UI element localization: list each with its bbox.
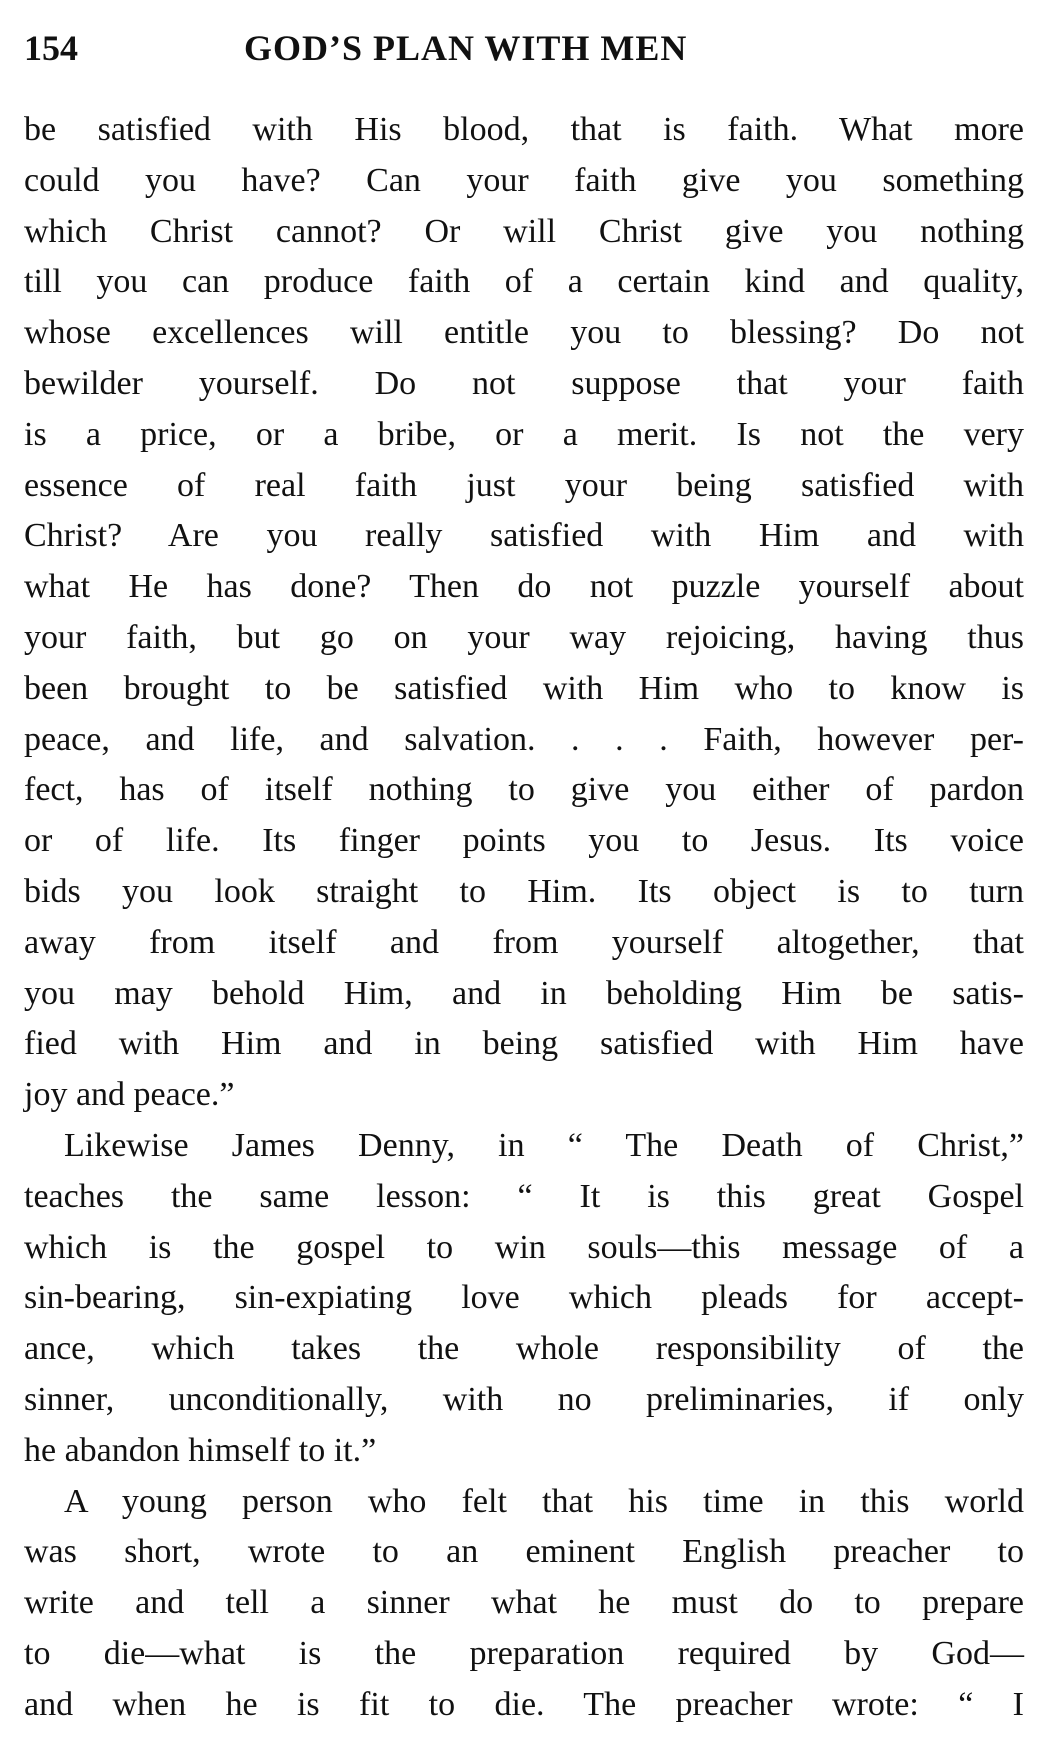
text-line: been brought to be satisfied with Him who to know is: [24, 669, 1024, 707]
text-line: sin-bearing, sin-expiating love which pleads for accept-: [24, 1279, 1024, 1317]
text-line: bewilder yourself. Do not suppose that your faith: [24, 364, 1024, 402]
text-line: which Christ cannot? Or will Christ give you nothing: [24, 212, 1024, 250]
text-line: which is the gospel to win souls—this message of a: [24, 1228, 1024, 1266]
text-line: write and tell a sinner what he must do to prepare: [24, 1584, 1024, 1622]
running-title: GOD’S PLAN WITH MEN: [244, 28, 688, 68]
text-line: essence of real faith just your being satisfied with: [24, 466, 1024, 504]
text-line: your faith, but go on your way rejoicing, having thus: [24, 618, 1024, 656]
text-line: is a price, or a bribe, or a merit. Is not the very: [24, 415, 1024, 453]
paragraph-last-line: joy and peace.”: [24, 1076, 235, 1114]
text-line: ance, which takes the whole responsibility of the: [24, 1330, 1024, 1368]
page-number: 154: [24, 28, 78, 68]
running-head: [24, 28, 1024, 68]
text-line: till you can produce faith of a certain kind and quality,: [24, 263, 1024, 301]
text-line: or of life. Its finger points you to Jesus. Its voice: [24, 822, 1024, 860]
paragraph-first-line: A young person who felt that his time in this world: [64, 1482, 1024, 1520]
text-line: away from itself and from yourself altogether, that: [24, 923, 1024, 961]
text-line: to die—what is the preparation required by God—: [24, 1634, 1024, 1672]
text-line: whose excellences will entitle you to blessing? Do not: [24, 314, 1024, 352]
text-line: bids you look straight to Him. Its object is to turn: [24, 872, 1024, 910]
paragraph-first-line: Likewise James Denny, in “ The Death of Christ,”: [64, 1126, 1024, 1164]
paragraph-last-line: he abandon himself to it.”: [24, 1431, 377, 1469]
text-line: and when he is fit to die. The preacher wrote: “ I: [24, 1685, 1024, 1723]
text-line: fied with Him and in being satisfied with Him have: [24, 1025, 1024, 1063]
text-line: teaches the same lesson: “ It is this great Gospel: [24, 1177, 1024, 1215]
text-line: what He has done? Then do not puzzle yourself about: [24, 568, 1024, 606]
text-line: fect, has of itself nothing to give you either of pardon: [24, 771, 1024, 809]
text-line: could you have? Can your faith give you something: [24, 161, 1024, 199]
text-line: peace, and life, and salvation. . . . Faith, however per-: [24, 720, 1024, 758]
text-line: sinner, unconditionally, with no preliminaries, if only: [24, 1380, 1024, 1418]
text-line: Christ? Are you really satisfied with Him and with: [24, 517, 1024, 555]
text-line: be satisfied with His blood, that is faith. What more: [24, 111, 1024, 148]
text-line: was short, wrote to an eminent English preacher to: [24, 1533, 1024, 1571]
text-line: you may behold Him, and in beholding Him be satis-: [24, 974, 1024, 1012]
body-text: [24, 105, 1024, 1731]
